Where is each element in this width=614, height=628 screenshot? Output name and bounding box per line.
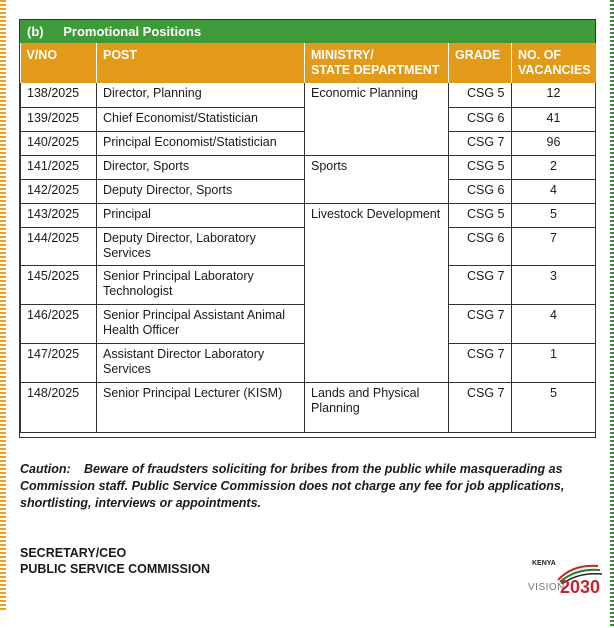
cell-post: Principal	[97, 203, 305, 227]
cell-vacancies: 3	[512, 265, 596, 304]
cell-vacancies: 5	[512, 203, 596, 227]
logo-kenya-text: KENYA	[532, 560, 556, 567]
signature-organization: PUBLIC SERVICE COMMISSION	[20, 562, 211, 576]
table-header-row	[21, 43, 596, 83]
cell-grade: CSG 7	[449, 131, 512, 155]
cell-vacancies: 5	[512, 382, 596, 432]
header-ministry-line1: MINISTRY/	[311, 48, 374, 62]
cell-vacancies: 4	[512, 304, 596, 343]
caution-notice	[20, 461, 600, 512]
cell-vno: 147/2025	[21, 343, 97, 382]
cell-grade: CSG 5	[449, 203, 512, 227]
table-row	[21, 203, 596, 227]
section-tag: (b)	[27, 24, 44, 39]
right-decorative-stripe	[610, 0, 614, 628]
header-ministry	[305, 43, 449, 83]
header-ministry-line2: STATE DEPARTMENT	[311, 63, 440, 77]
cell-post: Director, Sports	[97, 155, 305, 179]
header-vno: V/NO	[21, 43, 97, 83]
signature-title: SECRETARY/CEO	[20, 546, 127, 560]
cell-post: Assistant Director Laboratory Services	[97, 343, 305, 382]
section-title-bar	[20, 20, 595, 43]
cell-vacancies: 12	[512, 83, 596, 107]
cell-vacancies: 4	[512, 179, 596, 203]
table-row	[21, 83, 596, 107]
cell-grade: CSG 7	[449, 382, 512, 432]
cell-grade: CSG 7	[449, 304, 512, 343]
table-row	[21, 382, 596, 432]
cell-ministry: Lands and Physical Planning	[305, 382, 449, 432]
left-decorative-stripe	[0, 0, 6, 610]
cell-ministry: Economic Planning	[305, 83, 449, 155]
header-grade: GRADE	[449, 43, 512, 83]
cell-post: Senior Principal Laboratory Technologist	[97, 265, 305, 304]
cell-post: Senior Principal Lecturer (KISM)	[97, 382, 305, 432]
cell-vno: 140/2025	[21, 131, 97, 155]
cell-grade: CSG 5	[449, 155, 512, 179]
cell-vacancies: 96	[512, 131, 596, 155]
cell-vno: 144/2025	[21, 227, 97, 265]
signature-block	[20, 545, 210, 577]
header-vacancies-line2: VACANCIES	[518, 63, 591, 77]
cell-vacancies: 7	[512, 227, 596, 265]
cell-grade: CSG 6	[449, 107, 512, 131]
caution-text: Beware of fraudsters soliciting for bribes from the public while masquerading as Commission staff. Public Service Commission does not charge any fee for job applications, shortlisting, interviews or appointments.	[20, 462, 565, 510]
cell-grade: CSG 7	[449, 343, 512, 382]
cell-post: Deputy Director, Laboratory Services	[97, 227, 305, 265]
cell-vno: 146/2025	[21, 304, 97, 343]
header-post: POST	[97, 43, 305, 83]
cell-post: Senior Principal Assistant Animal Health Officer	[97, 304, 305, 343]
cell-vacancies: 2	[512, 155, 596, 179]
cell-vno: 139/2025	[21, 107, 97, 131]
cell-grade: CSG 5	[449, 83, 512, 107]
cell-vno: 138/2025	[21, 83, 97, 107]
cell-vno: 141/2025	[21, 155, 97, 179]
cell-post: Deputy Director, Sports	[97, 179, 305, 203]
cell-grade: CSG 7	[449, 265, 512, 304]
cell-grade: CSG 6	[449, 179, 512, 203]
cell-post: Principal Economist/Statistician	[97, 131, 305, 155]
cell-vno: 145/2025	[21, 265, 97, 304]
header-vacancies-line1: NO. OF	[518, 48, 562, 62]
cell-ministry: Livestock Development	[305, 203, 449, 382]
kenya-vision-2030-logo	[528, 560, 606, 608]
table-row	[21, 155, 596, 179]
cell-post: Chief Economist/Statistician	[97, 107, 305, 131]
cell-ministry: Sports	[305, 155, 449, 203]
cell-post: Director, Planning	[97, 83, 305, 107]
cell-vacancies: 41	[512, 107, 596, 131]
cell-grade: CSG 6	[449, 227, 512, 265]
caution-label: Caution:	[20, 462, 71, 476]
cell-vno: 143/2025	[21, 203, 97, 227]
logo-vision-text: VISION	[528, 582, 565, 593]
cell-vno: 142/2025	[21, 179, 97, 203]
vacancies-table	[20, 43, 596, 433]
header-vacancies	[512, 43, 596, 83]
cell-vno: 148/2025	[21, 382, 97, 432]
logo-year-text: 2030	[560, 577, 601, 597]
cell-vacancies: 1	[512, 343, 596, 382]
vacancies-table-box	[19, 19, 596, 438]
section-title: Promotional Positions	[63, 24, 202, 39]
